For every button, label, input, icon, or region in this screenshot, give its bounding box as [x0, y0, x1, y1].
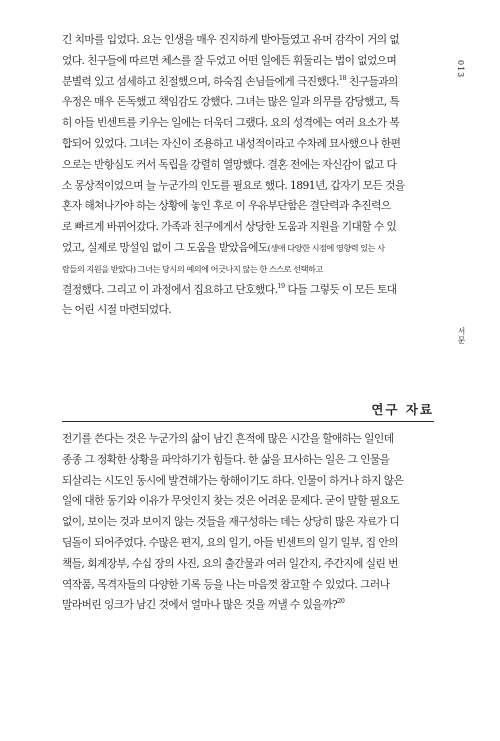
parenthetical-note: (생애 다양한 시점에 영향력 있는 사 [267, 242, 385, 253]
text-line: 람들의 지원을 받았다) 그녀는 당시의 예의에 어긋나지 않는 한 스스로 선택하고 [62, 263, 323, 274]
text-line: 일에 대한 동기와 이유가 무엇인지 찾는 것은 어려운 문제다. 굳이 말할 필요도 [62, 494, 400, 508]
text-line: 합되어 있었다. 그녀는 자신이 조용하고 내성적이라고 수차례 묘사했으나 한편 [62, 136, 401, 150]
text-segment: 다들 그렇듯 이 모든 토대 [284, 282, 397, 296]
text-line [62, 595, 434, 616]
text-line [62, 280, 434, 301]
footnote-marker: 18 [338, 73, 347, 82]
paragraph-intro [62, 30, 434, 321]
paragraph-research-materials [62, 429, 434, 616]
text-line: 혼자 해쳐나가야 하는 상황에 놓인 후로 이 우유부단함은 결단력과 추진력으 [62, 199, 391, 213]
text-line: 역작품, 목격자들의 다양한 기록 등을 나는 마음껏 참고할 수 있었다. 그러나 [62, 577, 390, 591]
text-line: 책들, 회계장부, 수십 장의 사진, 요의 출간물과 여러 일간지, 주간지에 실린 번 [62, 556, 398, 570]
text-line: 긴 치마를 입었다. 요는 인생을 매우 진지하게 받아들였고 유머 감각이 거의 없 [62, 33, 400, 46]
text-line: 으로는 반항심도 커서 독립을 강렬히 열망했다. 결혼 전에는 자신감이 없고 다 [62, 157, 397, 171]
text-line: 로 빠르게 바뀌어갔다. 가족과 친구에게서 상당한 도움과 지원을 기대할 수 있 [62, 220, 397, 234]
footnote-marker: 20 [337, 597, 345, 606]
section-heading: 연구 자료 [371, 402, 434, 417]
text-segment: 친구들과의 [346, 74, 398, 88]
text-line: 없이, 보이는 것과 보이지 않는 것들을 재구성하는 데는 상당히 많은 자료가 디 [62, 515, 400, 529]
text-segment: 말라버린 잉크가 남긴 것에서 얼마나 많은 것을 꺼낼 수 있을까? [62, 598, 338, 612]
page-number: 013 [456, 60, 465, 79]
text-segment: 결정했다. 그리고 이 과정에서 집요하고 단호했다. [62, 282, 278, 296]
text-line: 종종 그 정확한 상황을 파악하기가 힘들다. 한 삶을 묘사하는 일은 그 인물을 [62, 452, 390, 466]
text-line: 었다. 친구들에 따르면 체스를 잘 두었고 어떤 일에든 휘둘리는 법이 없었으며 [62, 53, 397, 67]
text-line: 우정은 매우 돈독했고 책임감도 강했다. 그녀는 많은 일과 의무를 감당했고, 특 [62, 95, 400, 109]
text-line: 전기를 쓴다는 것은 누군가의 삶이 남긴 흔적에 많은 시간을 할애하는 일인데 [62, 432, 394, 445]
text-line [62, 72, 434, 93]
text-line: 되살리는 시도인 동시에 발견해가는 항해이기도 하다. 인물이 하거나 하지 않은 [62, 473, 404, 487]
text-segment: 분별력 있고 섬세하고 친절했으며, 하숙집 손님들에게 극진했다. [62, 74, 339, 88]
running-section-label: 서문 [457, 327, 466, 345]
section-divider [62, 421, 434, 422]
text-line: 는 어린 시절 마련되었다. [62, 303, 172, 317]
text-line: 소 몽상적이었으며 늘 누군가의 인도를 필요로 했다. 1891년, 갑자기 모든 것을 [62, 178, 405, 192]
footnote-marker: 19 [277, 281, 285, 290]
text-line: 히 아들 빈센트를 키우는 일에는 더욱더 그랬다. 요의 성격에는 여러 요소가 복 [62, 116, 400, 130]
text-line [62, 238, 434, 259]
text-line: 딤돌이 되어주었다. 수많은 편지, 요의 일기, 아들 빈센트의 일기 일부, 집 안의 [62, 535, 398, 549]
text-segment: 었고, 실제로 망설임 없이 그 도움을 받았음에도 [62, 240, 268, 254]
